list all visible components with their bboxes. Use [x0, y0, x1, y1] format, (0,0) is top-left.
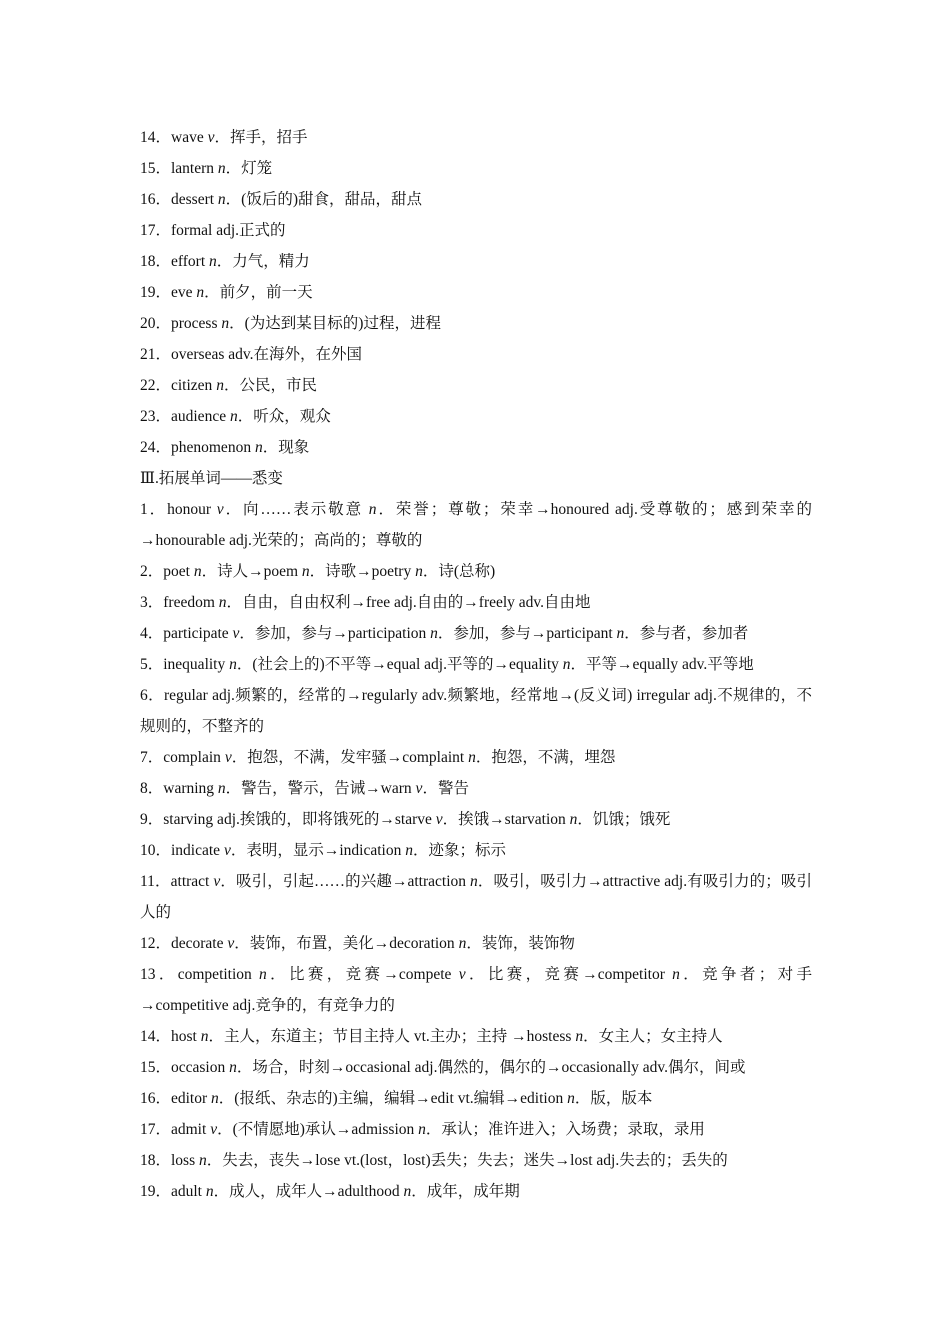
section-heading: Ⅲ.拓展单词——悉变: [140, 470, 283, 487]
vocab-item: 10．indicate v．表明，显示→indication n．迹象；标示: [140, 842, 506, 859]
vocab-item: 15．occasion n．场合，时刻→occasional adj.偶然的，偶尔的→occasionally adv.偶尔，间或: [140, 1059, 746, 1076]
vocab-item: 21．overseas adv.在海外，在外国: [140, 346, 362, 363]
vocab-item: 14．host n．主人，东道主；节目主持人 vt.主办；主持 →hostess n．女主人；女主持人: [140, 1028, 723, 1045]
document-page: [140, 122, 812, 1207]
vocab-item: 4．participate v．参加，参与→participation n．参加，参与→participant n．参与者，参加者: [140, 625, 749, 642]
vocab-item: 18．effort n．力气，精力: [140, 253, 310, 270]
vocab-item: 16．dessert n．(饭后的)甜食，甜品，甜点: [140, 191, 422, 208]
vocab-item: 23．audience n．听众，观众: [140, 408, 331, 425]
vocab-list-extended: [140, 494, 812, 1207]
vocab-item: 19．eve n．前夕，前一天: [140, 284, 313, 301]
vocab-item: 18．loss n．失去，丧失→lose vt.(lost，lost)丢失；失去；迷失→lost adj.失去的；丢失的: [140, 1152, 728, 1169]
vocab-item: 16．editor n．(报纸、杂志的)主编，编辑→edit vt.编辑→edition n．版，版本: [140, 1090, 653, 1107]
vocab-item: 24．phenomenon n．现象: [140, 439, 310, 456]
vocab-item: 12．decorate v．装饰，布置，美化→decoration n．装饰，装饰物: [140, 935, 575, 952]
vocab-item: 22．citizen n．公民，市民: [140, 377, 317, 394]
vocab-item: 6．regular adj.频繁的，经常的→regularly adv.频繁地，经常地→(反义词) irregular adj.不规律的，不规则的，不整齐的: [140, 687, 812, 735]
vocab-item: 14．wave v．挥手，招手: [140, 129, 308, 146]
vocab-list-basic: [140, 122, 812, 463]
vocab-item: 13．competition n．比赛，竞赛→compete v．比赛，竞赛→competitor n．竞争者；对手→competitive adj.竞争的，有竞争力的: [140, 966, 812, 1014]
vocab-item: 20．process n．(为达到某目标的)过程，进程: [140, 315, 441, 332]
vocab-item: 5．inequality n．(社会上的)不平等→equal adj.平等的→equality n．平等→equally adv.平等地: [140, 656, 754, 673]
vocab-item: 2．poet n．诗人→poem n．诗歌→poetry n．诗(总称): [140, 563, 496, 580]
vocab-item: 17．admit v．(不情愿地)承认→admission n．承认；准许进入；入场费；录取，录用: [140, 1121, 705, 1138]
vocab-item: 17．formal adj.正式的: [140, 222, 286, 239]
vocab-item: 15．lantern n．灯笼: [140, 160, 273, 177]
vocab-item: 9．starving adj.挨饿的，即将饿死的→starve v．挨饿→starvation n．饥饿；饿死: [140, 811, 671, 828]
vocab-item: 7．complain v．抱怨，不满，发牢骚→complaint n．抱怨，不满，埋怨: [140, 749, 616, 766]
vocab-item: 8．warning n．警告，警示，告诫→warn v．警告: [140, 780, 469, 797]
vocab-item: 3．freedom n．自由，自由权利→free adj.自由的→freely adv.自由地: [140, 594, 591, 611]
vocab-item: 1．honour v．向……表示敬意 n．荣誉；尊敬；荣幸→honoured adj.受尊敬的；感到荣幸的→honourable adj.光荣的；高尚的；尊敬的: [140, 501, 812, 549]
vocab-item: 19．adult n．成人，成年人→adulthood n．成年，成年期: [140, 1183, 520, 1200]
vocab-item: 11．attract v．吸引，引起……的兴趣→attraction n．吸引，吸引力→attractive adj.有吸引力的；吸引人的: [140, 873, 812, 921]
